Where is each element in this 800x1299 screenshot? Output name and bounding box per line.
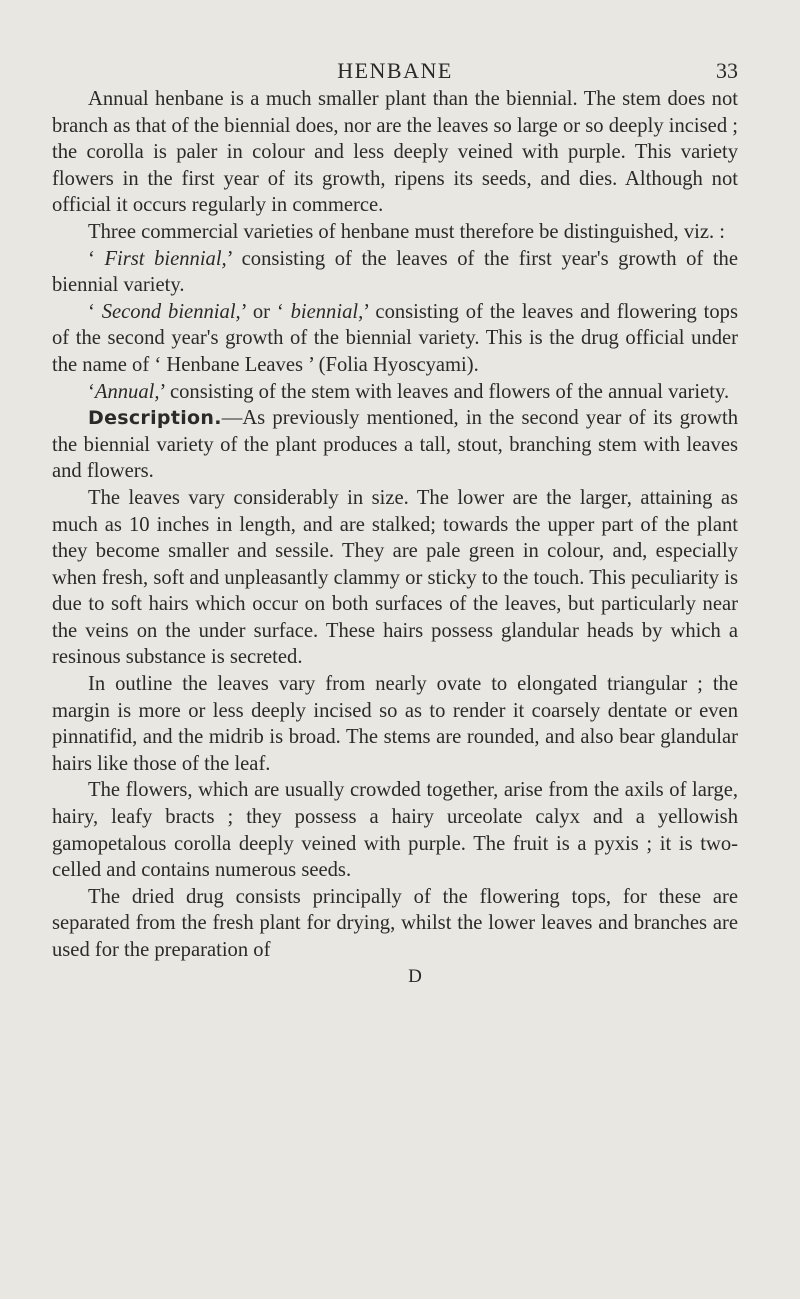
section-heading-description: Description. bbox=[88, 407, 222, 430]
paragraph-text: ’ consisting of the leaves and flowering tops of the second year's growth of the biennial variety. This is the drug official under the name of ‘ Henbane Leaves ’ (Folia Hyoscyami). bbox=[52, 300, 738, 376]
paragraph-text: ’ or ‘ bbox=[240, 300, 291, 323]
variety-name-biennial: biennial, bbox=[290, 300, 364, 323]
paragraph-annual bbox=[52, 379, 738, 406]
paragraph-flowers: The flowers, which are usually crowded together, arise from the axils of large, hairy, leafy bracts ; they possess a hairy urceolate calyx and a yellowish gamopetalous corolla deeply veined with purple. The fruit is a pyxis ; it is two-celled and contains numerous seeds. bbox=[52, 779, 738, 882]
paragraph-description bbox=[52, 405, 738, 485]
variety-name-first-biennial: First biennial, bbox=[104, 247, 227, 270]
paragraph-text: —As previously mentioned, in the second year of its growth the biennial variety of the plant produces a tall, stout, branching stem with leaves and flowers. bbox=[52, 407, 738, 483]
paragraph-leaves: The leaves vary considerably in size. The lower are the larger, attaining as much as 10 inches in length, and are stalked; towards the upper part of the plant they become smaller and sessile. They are pale green in colour, and, especially when fresh, soft and unpleasantly clammy or sticky to the touch. This peculiarity is due to soft hairs which occur on both surfaces of the leaves, but particularly near the veins on the under surface. These hairs possess glandular heads by which a resinous substance is secreted. bbox=[52, 486, 738, 669]
variety-name-annual: Annual, bbox=[94, 380, 160, 403]
paragraph-text: ’ consisting of the stem with leaves and flowers of the annual variety. bbox=[159, 380, 730, 403]
paragraph-leaf-outline: In outline the leaves vary from nearly ovate to elongated triangular ; the margin is more or less deeply incised so as to render it coarsely dentate or even pinnatifid, and the midrib is broad. The stems are rounded, and also bear glandular hairs like those of the leaf. bbox=[52, 673, 738, 775]
variety-name-second-biennial: Second biennial, bbox=[101, 300, 241, 323]
running-head bbox=[52, 52, 738, 86]
running-title: HENBANE bbox=[337, 58, 453, 83]
quote-open: ‘ bbox=[88, 380, 95, 403]
paragraph-second-biennial bbox=[52, 299, 738, 379]
quote-open: ‘ bbox=[88, 247, 105, 270]
paragraph-text: ’ consisting of the leaves of the first year's growth of the biennial variety. bbox=[52, 247, 738, 297]
quote-open: ‘ bbox=[88, 300, 102, 323]
body-text bbox=[52, 86, 738, 964]
page-number: 33 bbox=[716, 58, 738, 83]
paragraph-varieties-intro: Three commercial varieties of henbane must therefore be distinguished, viz. : bbox=[88, 220, 726, 243]
paragraph-dried-drug: The dried drug consists principally of the flowering tops, for these are separated from the fresh plant for drying, whilst the lower leaves and branches are used for the preparation of bbox=[52, 885, 738, 961]
signature-mark: D bbox=[408, 965, 422, 987]
paragraph-first-biennial bbox=[52, 246, 738, 299]
paragraph-annual-henbane: Annual henbane is a much smaller plant than the biennial. The stem does not branch as that of the biennial does, nor are the leaves so large or so deeply incised ; the corolla is paler in colour and less deeply veined with purple. This variety flowers in the first year of its growth, ripens its seeds, and dies. Although not official it occurs regularly in commerce. bbox=[52, 88, 738, 217]
